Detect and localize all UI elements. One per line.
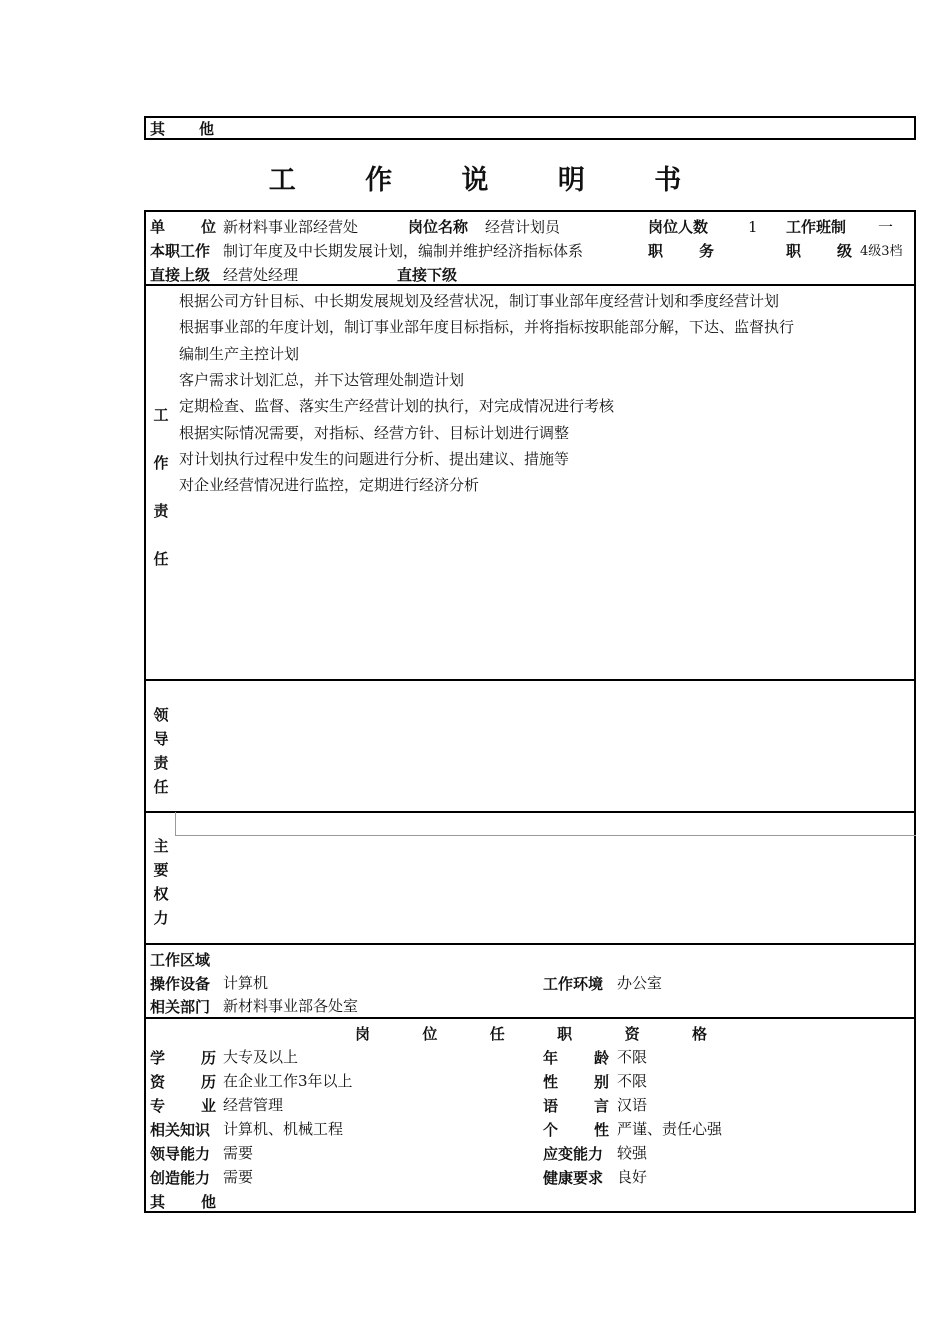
education-value: 大专及以上: [223, 1048, 299, 1066]
responsibilities-side-label-1: 工: [153, 406, 169, 424]
gender-label: 性 别: [543, 1073, 609, 1091]
health-label: 健康要求: [543, 1169, 604, 1187]
responsibilities-side-label-2: 作: [153, 454, 169, 472]
unit-label: 单 位: [150, 218, 216, 236]
duty-item: 根据公司方针目标、中长期发展规划及经营状况，制订事业部年度经营计划和季度经营计划: [179, 292, 780, 310]
top-other-row: [144, 116, 916, 140]
equipment-label: 操作设备: [150, 975, 211, 993]
superior-label: 直接上级: [150, 266, 211, 284]
position-label: 岗位名称: [408, 218, 469, 236]
knowledge-value: 计算机、机械工程: [223, 1120, 344, 1138]
personality-label: 个 性: [543, 1121, 609, 1139]
grade-label: 职 级: [786, 242, 852, 260]
age-value: 不限: [617, 1048, 648, 1066]
dept-label: 相关部门: [150, 998, 211, 1016]
position-value: 经营计划员: [485, 218, 561, 236]
headcount-label: 岗位人数: [648, 218, 709, 236]
health-value: 良好: [617, 1168, 648, 1186]
leadership-ability-value: 需要: [223, 1144, 254, 1162]
equipment-value: 计算机: [223, 974, 269, 992]
qualifications-heading: 岗 位 任 职 资 格: [355, 1025, 707, 1043]
leadership-side-label-4: 任: [153, 778, 169, 796]
duty-item: 根据事业部的年度计划，制订事业部年度目标指标，并将指标按职能部分解，下达、监督执行: [179, 318, 795, 336]
experience-label: 资 历: [150, 1073, 216, 1091]
leadership-side-label-3: 责: [153, 754, 169, 772]
top-other-label: 其 他: [150, 120, 214, 138]
page-title: 工 作 说 明 书: [268, 165, 712, 196]
major-label: 专 业: [150, 1097, 216, 1115]
gender-value: 不限: [617, 1072, 648, 1090]
language-label: 语 言: [543, 1097, 609, 1115]
grade-value: 4级3档: [860, 244, 903, 259]
authority-inner-cell: [175, 812, 916, 836]
creativity-label: 创造能力: [150, 1169, 211, 1187]
duty-item: 客户需求计划汇总，并下达管理处制造计划: [179, 371, 465, 389]
work-area-label: 工作区域: [150, 951, 211, 969]
adaptability-value: 较强: [617, 1144, 648, 1162]
authority-side-label-2: 要: [153, 861, 169, 879]
responsibilities-side-label-4: 任: [153, 550, 169, 568]
duty-label: 职 务: [648, 242, 714, 260]
responsibilities-side-label-3: 责: [153, 502, 169, 520]
duty-item: 编制生产主控计划: [179, 345, 300, 363]
main-work-label: 本职工作: [150, 242, 211, 260]
unit-value: 新材料事业部经营处: [223, 218, 359, 236]
shift-label: 工作班制: [786, 218, 847, 236]
age-label: 年 龄: [543, 1049, 609, 1067]
other-label: 其 他: [150, 1193, 216, 1211]
leadership-side-label-2: 导: [153, 730, 169, 748]
creativity-value: 需要: [223, 1168, 254, 1186]
experience-value: 在企业工作3年以上: [223, 1072, 353, 1090]
duty-item: 对企业经营情况进行监控，定期进行经济分析: [179, 476, 480, 494]
environment-value: 办公室: [617, 974, 663, 992]
duty-item: 根据实际情况需要，对指标、经营方针、目标计划进行调整: [179, 424, 570, 442]
leadership-side-label-1: 领: [153, 706, 169, 724]
duty-item: 对计划执行过程中发生的问题进行分析、提出建议、措施等: [179, 450, 570, 468]
language-value: 汉语: [617, 1096, 648, 1114]
authority-side-label-4: 力: [153, 909, 169, 927]
subordinate-label: 直接下级: [397, 266, 458, 284]
superior-value: 经营处经理: [223, 266, 299, 284]
major-value: 经营管理: [223, 1096, 284, 1114]
education-label: 学 历: [150, 1049, 216, 1067]
duty-item: 定期检查、监督、落实生产经营计划的执行，对完成情况进行考核: [179, 397, 615, 415]
leadership-section: [144, 679, 916, 813]
personality-value: 严谨、责任心强: [617, 1120, 723, 1138]
headcount-value: 1: [748, 218, 758, 236]
authority-side-label-1: 主: [153, 837, 169, 855]
leadership-ability-label: 领导能力: [150, 1145, 211, 1163]
authority-side-label-3: 权: [153, 885, 169, 903]
dept-value: 新材料事业部各处室: [223, 997, 359, 1015]
adaptability-label: 应变能力: [543, 1145, 604, 1163]
shift-value: 一: [878, 218, 894, 236]
environment-label: 工作环境: [543, 975, 604, 993]
knowledge-label: 相关知识: [150, 1121, 211, 1139]
main-work-value: 制订年度及中长期发展计划，编制并维护经济指标体系: [223, 242, 584, 260]
